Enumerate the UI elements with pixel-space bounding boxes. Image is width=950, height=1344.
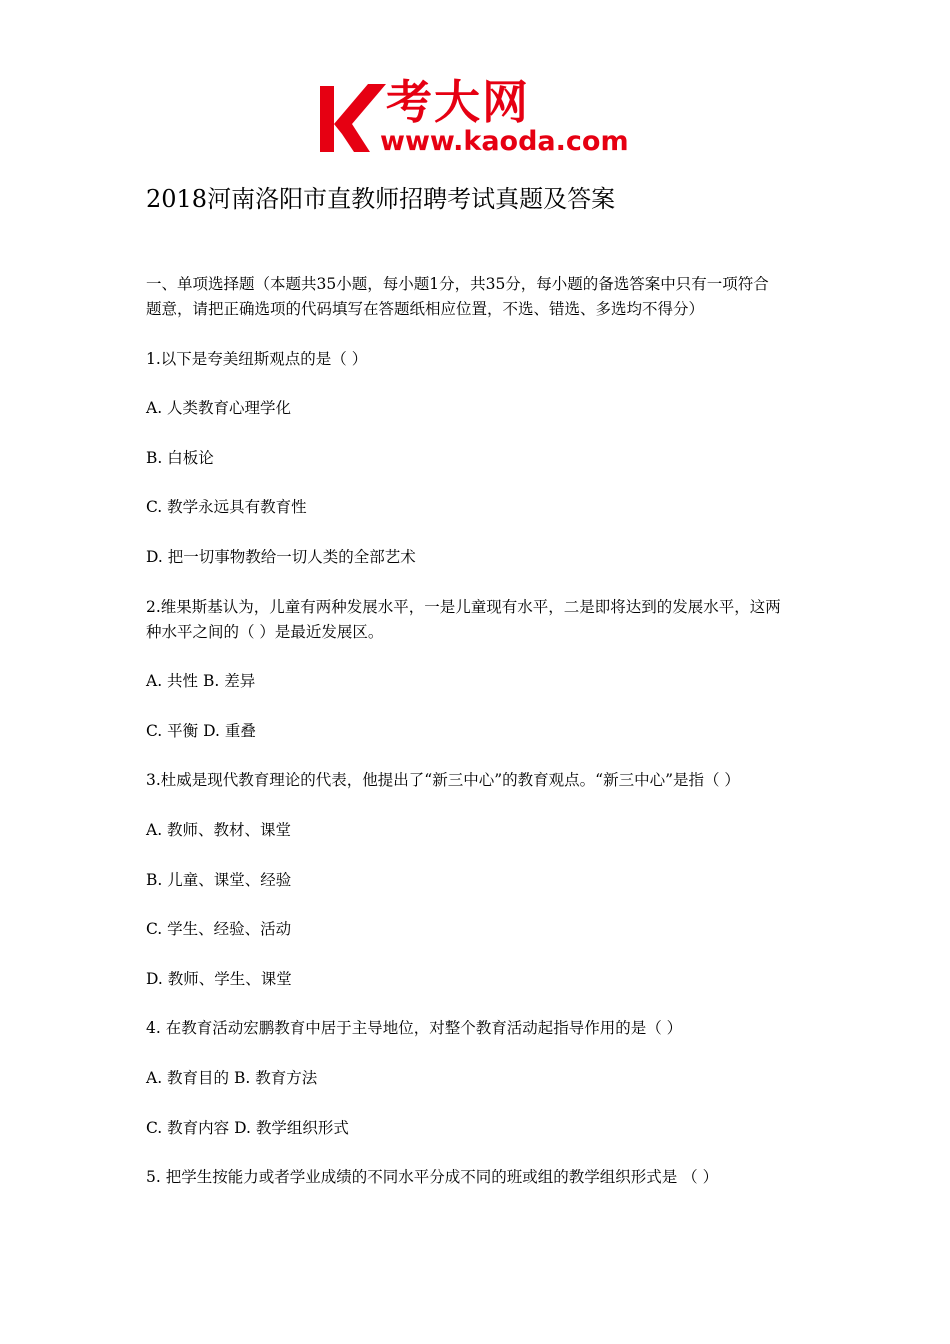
logo-brand-text: 考大网 [386, 75, 530, 129]
question-3-option-c: C. 学生、经验、活动 [146, 920, 292, 939]
question-1-option-c: C. 教学永远具有教育性 [146, 498, 307, 517]
document-title: 2018河南洛阳市直教师招聘考试真题及答案 [146, 185, 616, 213]
question-4-options-cd: C. 教育内容 D. 教学组织形式 [146, 1118, 349, 1137]
question-2-options-cd: C. 平衡 D. 重叠 [146, 721, 256, 740]
logo-url-text: www.kaoda.com [380, 126, 629, 157]
section-header-line: 题意，请把正确选项的代码填写在答题纸相应位置，不选、错选、多选均不得分） [146, 300, 705, 318]
kaoda-logo[interactable] [318, 75, 638, 160]
question-1-option-b: B. 白板论 [146, 448, 214, 467]
question-1-stem: 1.以下是夸美纽斯观点的是（ ） [146, 349, 368, 368]
question-4-options-ab: A. 教育目的 B. 教育方法 [146, 1068, 318, 1087]
question-3-option-a: A. 教师、教材、课堂 [146, 820, 292, 839]
question-3-option-b: B. 儿童、课堂、经验 [146, 870, 292, 889]
logo-k-mark-icon [318, 82, 388, 154]
question-3-stem: 3.杜威是现代教育理论的代表，他提出了“新三中心”的教育观点。“新三中心”是指（ ） [146, 771, 740, 790]
question-2-options-ab: A. 共性 B. 差异 [146, 672, 256, 691]
question-5-stem: 5. 把学生按能力或者学业成绩的不同水平分成不同的班或组的教学组织形式是 （ ） [146, 1168, 719, 1187]
section-header [146, 272, 811, 322]
question-1-option-a: A. 人类教育心理学化 [146, 399, 292, 418]
section-header-line: 一、单项选择题（本题共35小题，每小题1分，共35分，每小题的备选答案中只有一项符合 [146, 275, 769, 293]
question-2-stem-line: 种水平之间的（ ）是最近发展区。 [146, 622, 384, 641]
question-3-option-d: D. 教师、学生、课堂 [146, 969, 292, 988]
document-body [146, 272, 811, 1215]
question-2-stem-line: 2.维果斯基认为，儿童有两种发展水平，一是儿童现有水平，二是即将达到的发展水平，这两 [146, 597, 781, 616]
question-1-option-d: D. 把一切事物教给一切人类的全部艺术 [146, 547, 416, 566]
question-2-stem [146, 595, 811, 645]
question-4-stem: 4. 在教育活动宏鹏教育中居于主导地位，对整个教育活动起指导作用的是（ ） [146, 1019, 683, 1038]
